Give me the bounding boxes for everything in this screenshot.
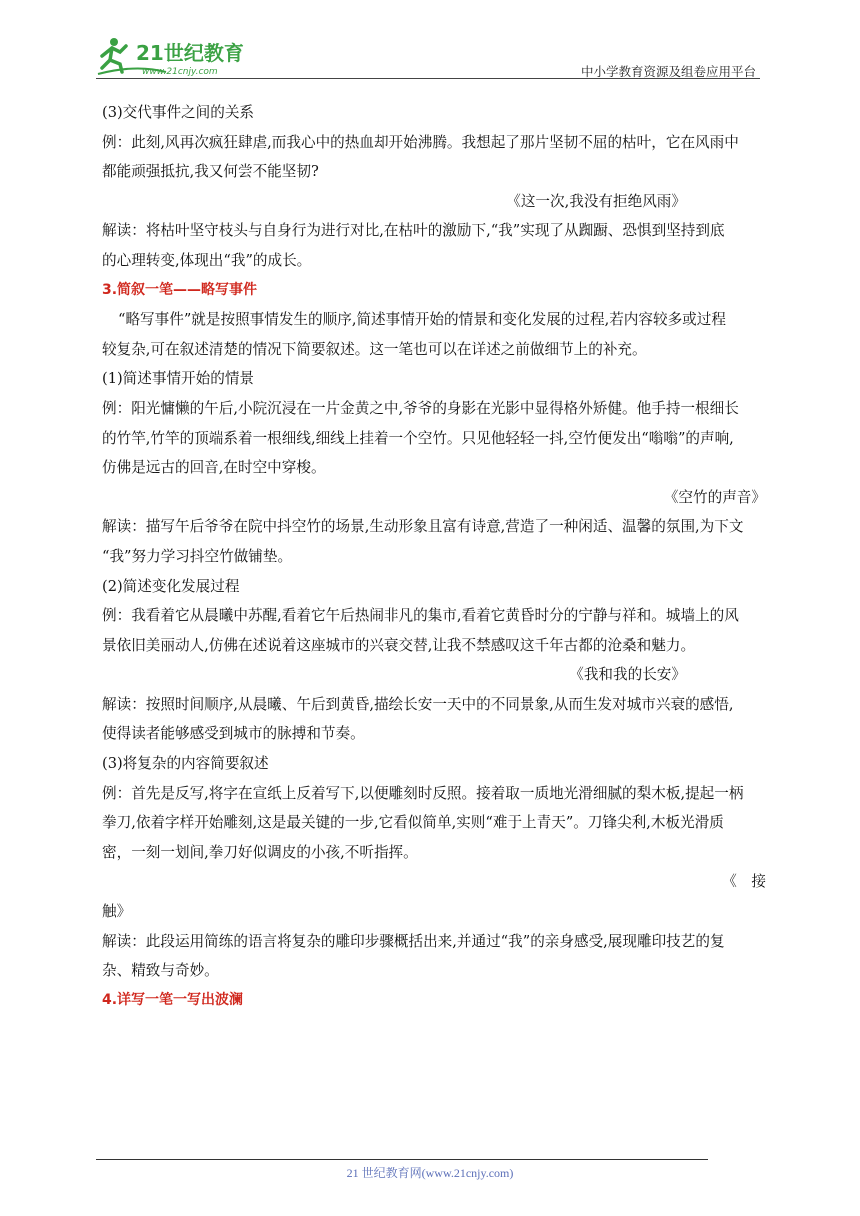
page-header [96,28,756,80]
document-body [102,98,766,1015]
footer-divider [96,1159,708,1160]
text-line: 杂、精致与奇妙。 [102,962,219,980]
text-line: 解读：此段运用简练的语言将复杂的雕印步骤概括出来,并通过“我”的亲身感受,展现雕印技艺的复 [102,932,725,950]
text-line: 拳刀,依着字样开始雕刻,这是最关键的一步,它看似简单,实则“难于上青天”。刀锋尖利,木板光滑质 [102,814,724,832]
text-line: (3)交代事件之间的关系 [102,104,255,121]
text-line: 的心理转变,体现出“我”的成长。 [102,251,312,269]
text-line: 解读：按照时间顺序,从晨曦、午后到黄昏,描绘长安一天中的不同景象,从而生发对城市兴衰的感悟, [102,695,734,713]
text-line: 例：此刻,风再次疯狂肆虐,而我心中的热血却开始沸腾。我想起了那片坚韧不屈的枯叶，它在风雨中 [102,133,739,151]
text-line: 的竹竿,竹竿的顶端系着一根细线,细线上挂着一个空竹。只见他轻轻一抖,空竹便发出“嗡嗡”的声响, [102,429,734,447]
text-line: 触》 [102,903,132,921]
source-citation: 《 接 [722,873,766,891]
text-line: 较复杂,可在叙述清楚的情况下简要叙述。这一笔也可以在详述之前做细节上的补充。 [102,340,647,358]
text-line: 使得读者能够感受到城市的脉搏和节奏。 [102,725,365,743]
source-citation: 《我和我的长安》 [569,666,686,684]
text-line: 例：首先是反写,将字在宣纸上反着写下,以便雕刻时反照。接着取一质地光滑细腻的梨木板,提起一柄 [102,784,744,802]
source-citation: 《空竹的声音》 [663,488,766,506]
section-heading: 4.详写一笔一写出波澜 [102,991,244,1008]
text-line: (1)简述事情开始的情景 [102,370,255,388]
logo-text: 21世纪教育 [136,41,244,65]
text-line: 例：我看着它从晨曦中苏醒,看着它午后热闹非凡的集市,看着它黄昏时分的宁静与祥和。城墙上的风 [102,607,739,625]
text-line: “我”努力学习抖空竹做铺垫。 [102,547,293,565]
logo-url: www.21cnjy.com [142,67,218,77]
text-line: 都能顽强抵抗,我又何尝不能坚韧? [102,163,319,181]
text-line: (2)简述变化发展过程 [102,577,240,595]
text-line: 仿佛是远古的回音,在时空中穿梭。 [102,459,326,477]
section-heading: 3.简叙一笔——略写事件 [102,281,258,298]
header-divider [96,78,760,79]
text-line: 解读：将枯叶坚守枝头与自身行为进行对比,在枯叶的激励下,“我”实现了从踟蹰、恐惧到坚持到底 [102,222,725,240]
header-platform-name: 中小学教育资源及组卷应用平台 [580,64,756,79]
text-line: “略写事件”就是按照事情发生的顺序,简述事情开始的情景和变化发展的过程,若内容较多或过程 [118,311,726,329]
footer-text: 21 世纪教育网(www.21cnjy.com) [346,1166,514,1180]
logo-21cnjy [96,34,266,78]
text-line: 密，一刻一划间,拳刀好似调皮的小孩,不听指挥。 [102,843,418,861]
text-line: 解读：描写午后爷爷在院中抖空竹的场景,生动形象且富有诗意,营造了一种闲适、温馨的氛围,为下文 [102,518,744,536]
text-line: (3)将复杂的内容简要叙述 [102,755,269,773]
text-line: 景依旧美丽动人,仿佛在述说着这座城市的兴衰交替,让我不禁感叹这千年古都的沧桑和魅力。 [102,636,696,654]
text-line: 例：阳光慵懒的午后,小院沉浸在一片金黄之中,爷爷的身影在光影中显得格外矫健。他手持一根细长 [102,399,739,417]
source-citation: 《这一次,我没有拒绝风雨》 [506,192,686,210]
